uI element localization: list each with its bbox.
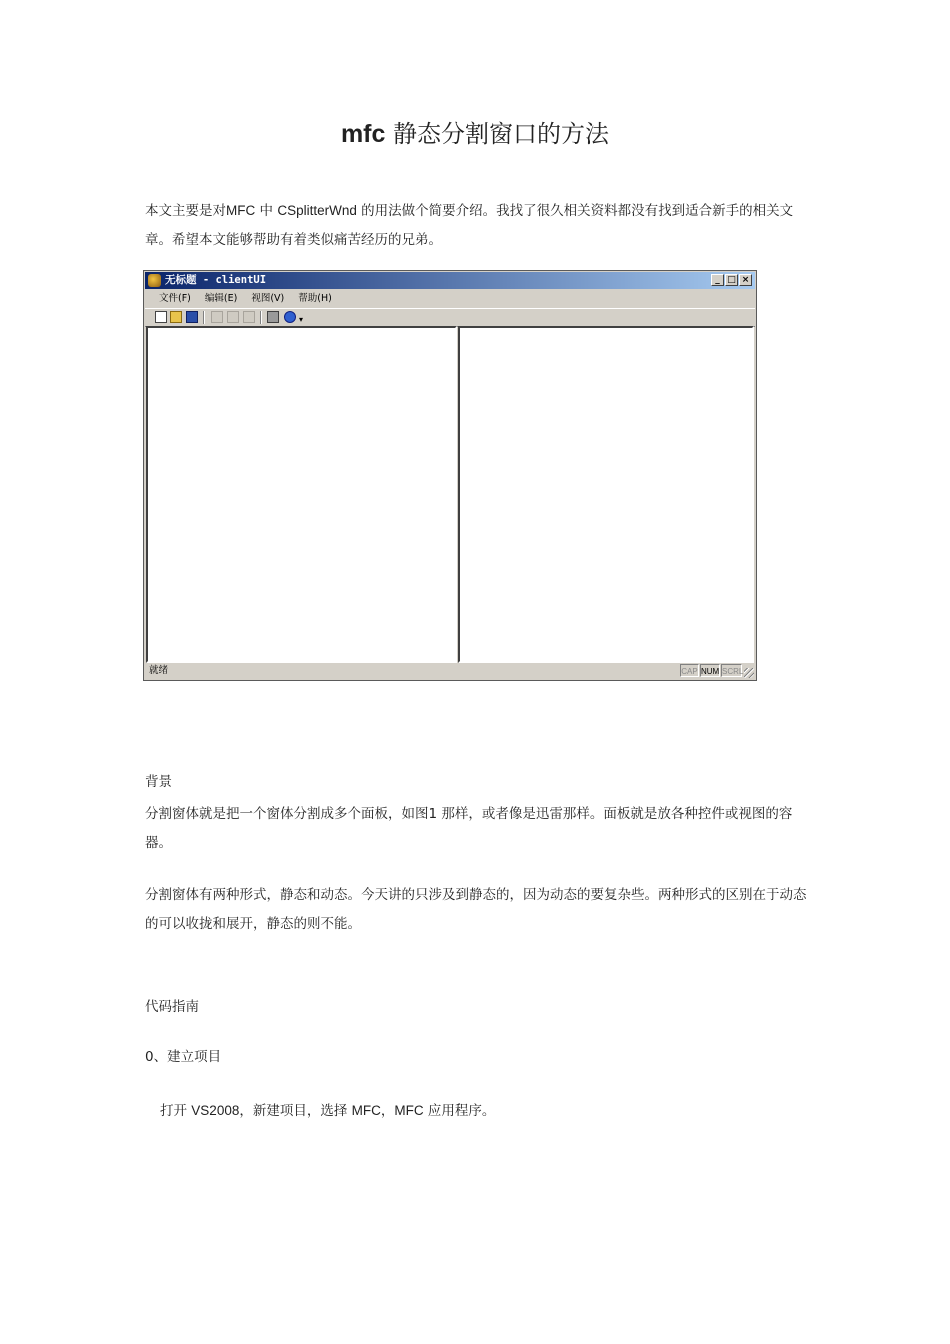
step-0-text: 打开 VS2008，新建项目，选择 MFC，MFC 应用程序。 xyxy=(160,1103,496,1119)
save-icon[interactable] xyxy=(186,311,198,323)
status-text: 就绪 xyxy=(149,665,169,676)
toolbar-separator xyxy=(203,311,205,324)
page-title: mfc 静态分割窗口的方法 xyxy=(340,120,610,148)
background-heading: 背景 xyxy=(145,774,172,790)
menu-bar xyxy=(145,290,755,308)
menu-help[interactable]: 帮助(H) xyxy=(298,293,332,304)
window-titlebar xyxy=(145,272,755,289)
menu-edit[interactable]: 编辑(E) xyxy=(204,293,238,304)
print-icon[interactable] xyxy=(267,311,279,323)
left-pane[interactable] xyxy=(146,326,457,663)
menu-file[interactable]: 文件(F) xyxy=(159,293,191,304)
toolbar xyxy=(145,308,755,327)
step-0-heading: 0、建立项目 xyxy=(145,1049,222,1065)
paste-icon[interactable] xyxy=(243,311,255,323)
open-folder-icon[interactable] xyxy=(170,311,182,323)
right-pane[interactable] xyxy=(458,326,754,663)
cap-indicator: CAP xyxy=(680,664,699,677)
code-guide-heading: 代码指南 xyxy=(145,999,199,1015)
scrl-indicator: SCRL xyxy=(721,664,742,677)
help-icon[interactable] xyxy=(284,311,296,323)
cut-icon[interactable] xyxy=(211,311,223,323)
close-button[interactable]: × xyxy=(739,274,752,286)
toolbar-separator xyxy=(260,311,262,324)
app-icon xyxy=(148,274,161,287)
dropdown-arrow-icon[interactable]: ▾ xyxy=(299,315,304,324)
background-paragraph-1: 分割窗体就是把一个窗体分割成多个面板，如图1 那样，或者像是迅雷那样。面板就是放各种控件或视图的容器。 xyxy=(145,806,793,851)
screenshot-window xyxy=(143,270,757,681)
window-title: 无标题 - clientUI xyxy=(165,274,267,286)
new-file-icon[interactable] xyxy=(155,311,167,323)
maximize-button[interactable]: □ xyxy=(725,274,738,286)
intro-paragraph: 本文主要是对MFC 中 CSplitterWnd 的用法做个简要介绍。我找了很久相关资料都没有找到适合新手的相关文章。希望本文能够帮助有着类似痛苦经历的兄弟。 xyxy=(145,203,794,248)
menu-view[interactable]: 视图(V) xyxy=(251,293,285,304)
num-indicator: NUM xyxy=(700,664,720,677)
background-paragraph-2: 分割窗体有两种形式，静态和动态。今天讲的只涉及到静态的，因为动态的要复杂些。两种形式的区别在于动态的可以收拢和展开，静态的则不能。 xyxy=(145,887,807,932)
status-bar xyxy=(145,663,755,679)
resize-grip-icon[interactable] xyxy=(744,668,754,678)
copy-icon[interactable] xyxy=(227,311,239,323)
minimize-button[interactable]: _ xyxy=(711,274,724,286)
